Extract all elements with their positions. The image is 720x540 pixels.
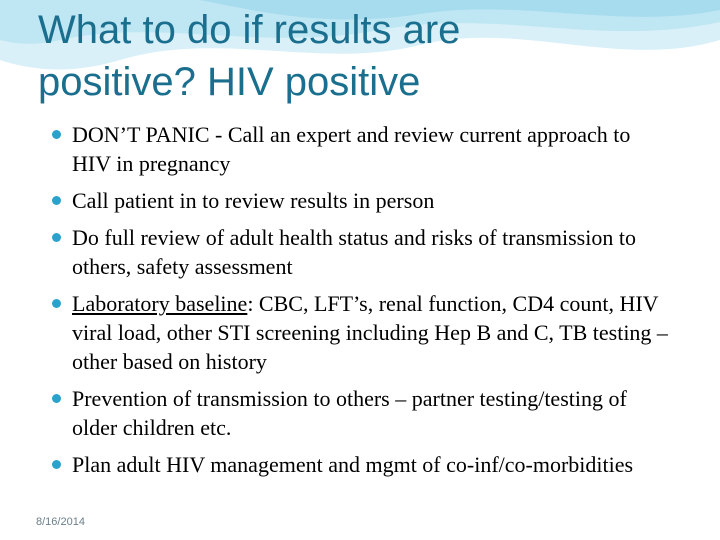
bullet-text: : CBC, LFT’s, renal function, CD4 count, HIV viral load, other STI screening including Hep B and C, TB testing – other based on history xyxy=(72,291,668,374)
title-line-2: positive? HIV positive xyxy=(38,60,421,104)
bullet-text: Prevention of transmission to others – partner testing/testing of older children etc. xyxy=(72,386,627,440)
bullet-item xyxy=(52,450,672,479)
bullet-text: Call patient in to review results in person xyxy=(72,188,435,213)
bullet-dot-icon xyxy=(52,460,61,469)
bullet-item xyxy=(52,120,672,178)
bullet-item xyxy=(52,186,672,215)
bullet-dot-icon xyxy=(52,130,61,139)
bullet-text: DON’T PANIC - Call an expert and review current approach to HIV in pregnancy xyxy=(72,122,631,176)
bullet-dot-icon xyxy=(52,233,61,242)
bullet-text: Do full review of adult health status and risks of transmission to others, safety assessment xyxy=(72,225,636,279)
slide-title xyxy=(38,4,698,108)
title-line-1: What to do if results are xyxy=(38,8,461,52)
bullet-emphasis: Laboratory baseline xyxy=(72,291,248,316)
bullet-item xyxy=(52,223,672,281)
bullet-dot-icon xyxy=(52,299,61,308)
bullet-text: Plan adult HIV management and mgmt of co-inf/co-morbidities xyxy=(72,452,634,477)
bullet-dot-icon xyxy=(52,196,61,205)
bullet-list xyxy=(52,120,672,487)
bullet-dot-icon xyxy=(52,394,61,403)
footer-date: 8/16/2014 xyxy=(36,516,85,528)
bullet-item xyxy=(52,384,672,442)
bullet-item xyxy=(52,289,672,376)
